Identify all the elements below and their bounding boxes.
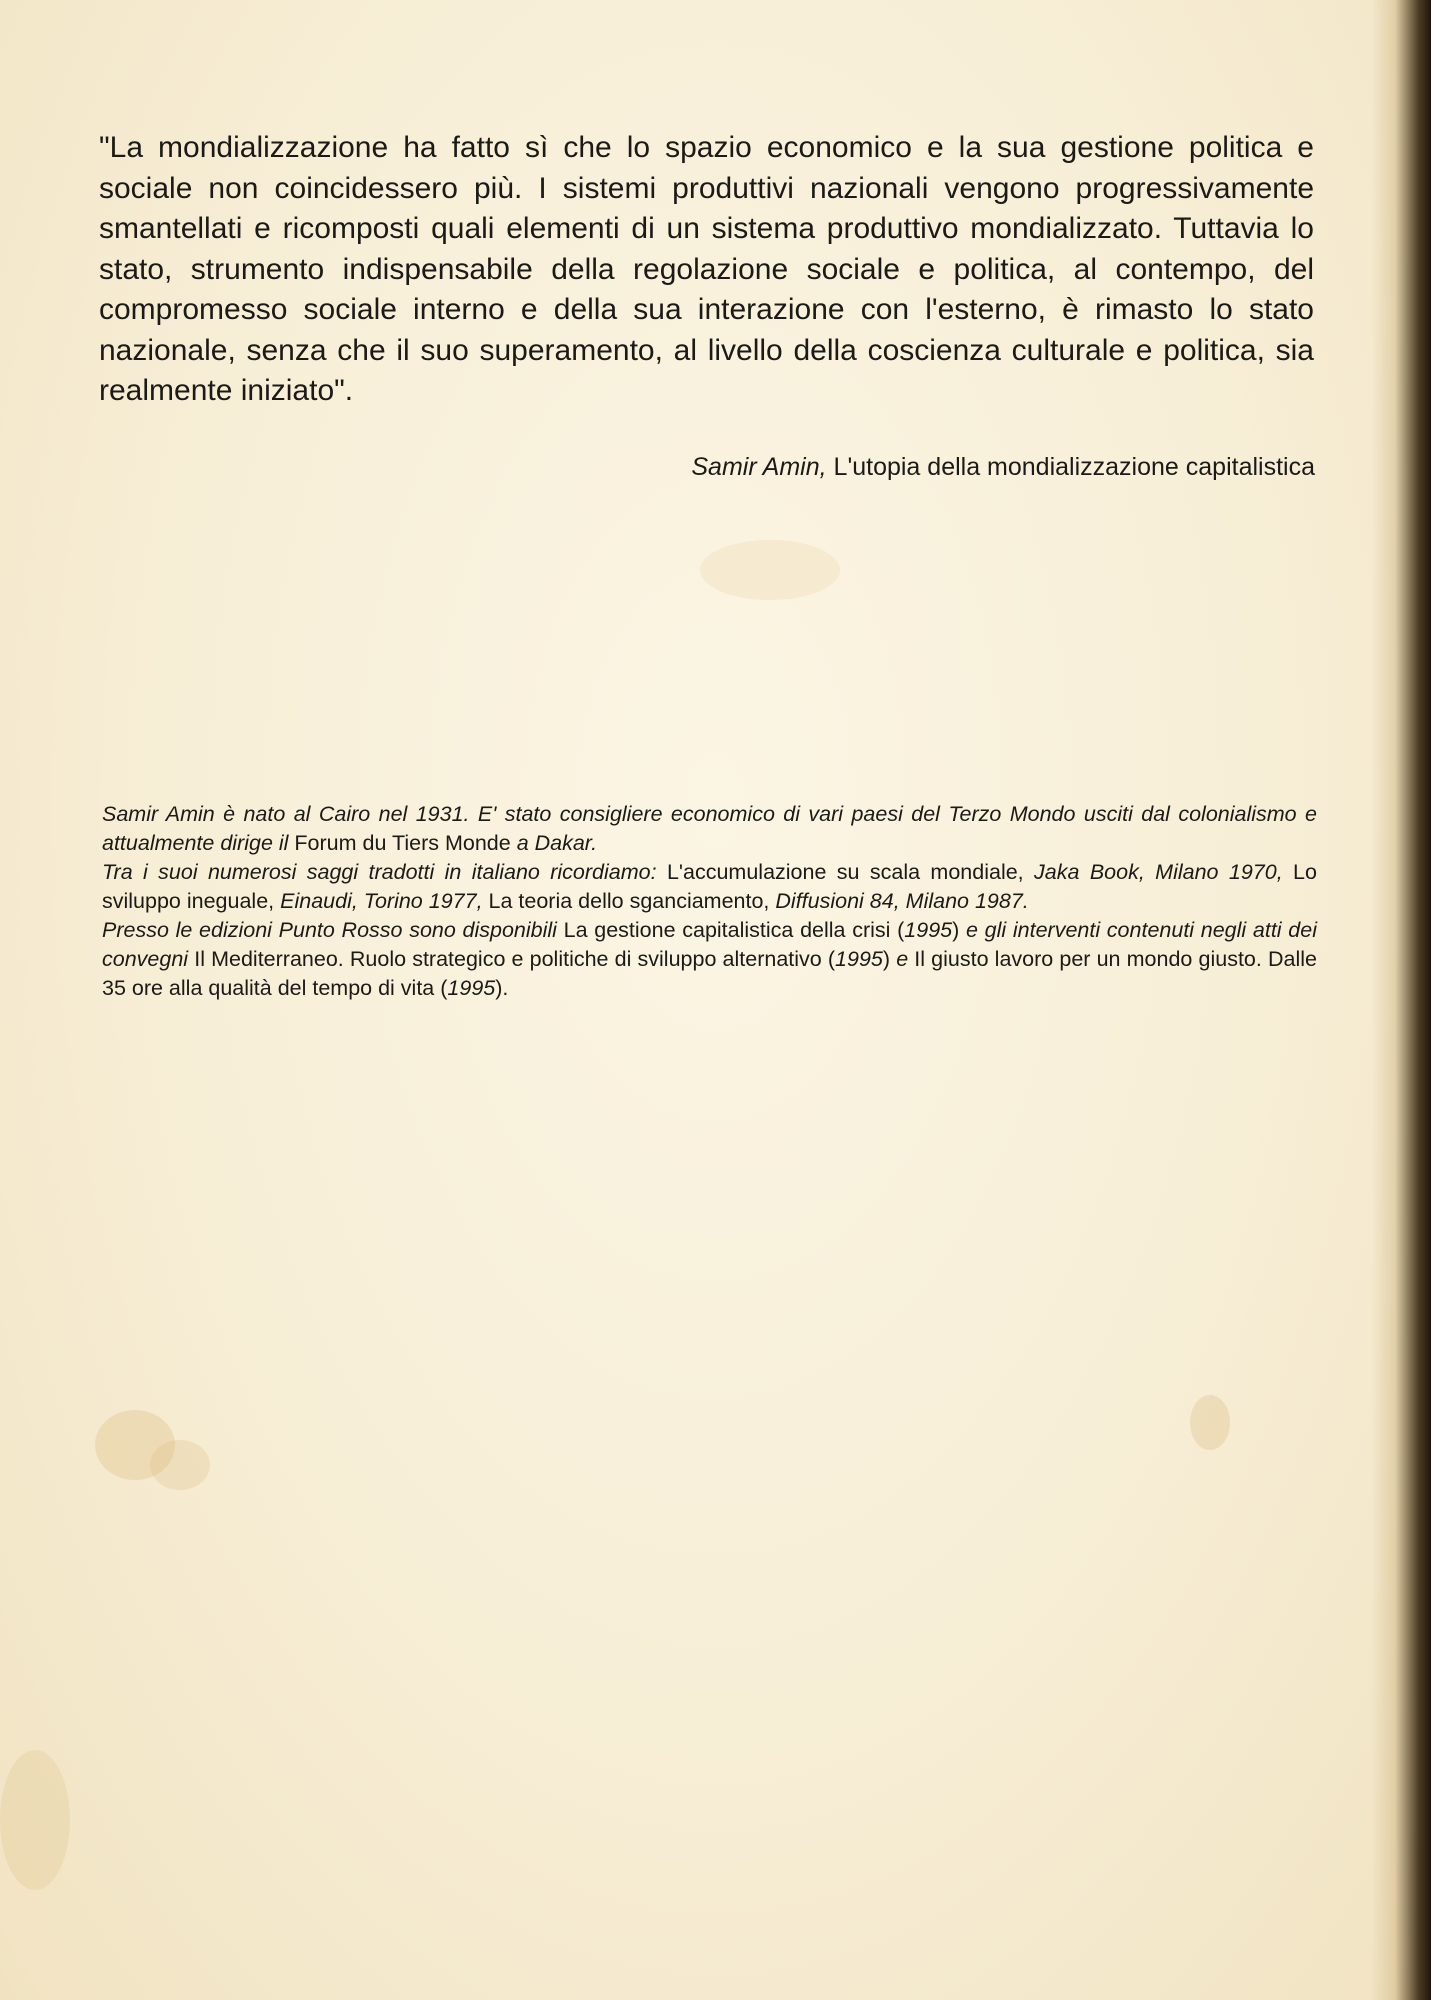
- paper-stain: [0, 1750, 70, 1890]
- bio-title: La gestione capitalistica della crisi (: [563, 918, 905, 942]
- bio-year: 1995: [447, 976, 496, 1000]
- bio-title: Il giusto lavoro per un mondo giusto. Dalle 35 ore alla qualità del tempo di vita (: [102, 947, 1317, 1000]
- epigraph-source: L'utopia della mondializzazione capitalistica: [833, 453, 1315, 481]
- bio-text: a Dakar.: [516, 831, 598, 855]
- epigraph-attribution: [691, 450, 1315, 484]
- bio-text: Samir Amin è nato al Cairo nel 1931. E' stato consigliere economico di vari paesi del Terzo Mondo usciti dal colonialismo e attualmente dirige il: [102, 802, 1317, 855]
- bio-title: La teoria dello sganciamento,: [488, 889, 770, 913]
- bio-text: Jaka Book, Milano 1970,: [1034, 860, 1283, 884]
- bio-text: ): [882, 947, 891, 971]
- bio-title: Forum du Tiers Monde: [294, 831, 511, 855]
- epigraph-quote: "La mondializzazione ha fatto sì che lo spazio economico e la sua gestione politica e sociale non coincidessero più. I sistemi produttivi nazionali vengono progressivamente smantellati e ricomposti quali elementi di un sistema produttivo mondializzato. Tuttavia lo stato, strumento indispensabile della regolazione sociale e politica, al contempo, del compromesso sociale interno e della sua interazione con l'esterno, è rimasto lo stato nazionale, senza che il suo superamento, al livello della coscienza culturale e politica, sia realmente iniziato".: [99, 131, 1314, 407]
- bio-text: Diffusioni 84, Milano 1987.: [775, 889, 1029, 913]
- bio-text: Tra i suoi numerosi saggi tradotti in italiano ricordiamo:: [102, 860, 657, 884]
- bio-text: Einaudi, Torino 1977,: [280, 889, 483, 913]
- epigraph-author: Samir Amin,: [691, 453, 827, 481]
- bio-text: e: [896, 947, 909, 971]
- bio-paragraph: [102, 800, 1317, 858]
- bio-text: Presso le edizioni Punto Rosso sono disponibili: [102, 918, 557, 942]
- bio-paragraph: [102, 858, 1317, 916]
- bio-text: ): [952, 918, 960, 942]
- author-bio: [102, 800, 1317, 1003]
- bio-text: ).: [495, 976, 509, 1000]
- bio-title: Lo sviluppo ineguale,: [102, 860, 1317, 913]
- bio-text: e gli interventi contenuti negli atti dei convegni: [102, 918, 1317, 971]
- bio-year: 1995: [904, 918, 953, 942]
- paper-stain: [1190, 1395, 1230, 1450]
- bio-title: L'accumulazione su scala mondiale,: [666, 860, 1024, 884]
- bio-year: 1995: [835, 947, 883, 971]
- bio-title: Il Mediterraneo. Ruolo strategico e politiche di sviluppo alternativo (: [194, 947, 836, 971]
- paper-stain: [700, 540, 840, 600]
- binding-edge: [1371, 0, 1431, 2000]
- bio-paragraph: [102, 916, 1317, 1003]
- paper-stain: [150, 1440, 210, 1490]
